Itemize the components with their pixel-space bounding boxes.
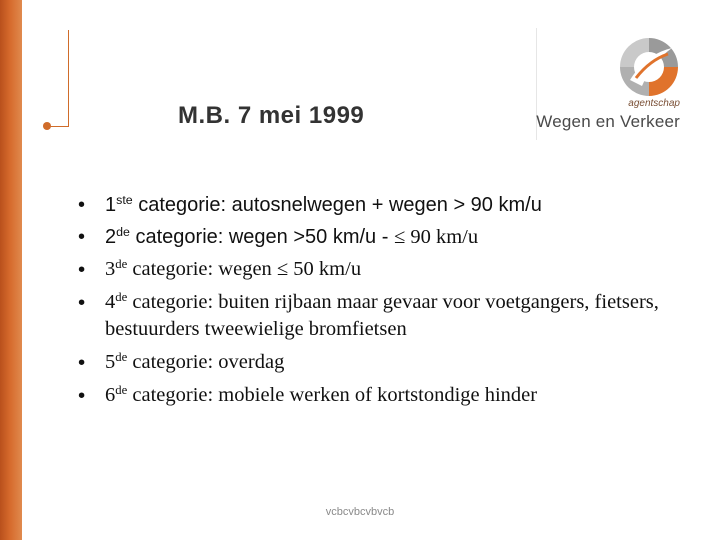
decorative-dot [43, 122, 51, 130]
item-text: categorie: mobiele werken of kortstondige hinder [127, 384, 538, 406]
ordinal: 4 [105, 291, 116, 313]
ordinal: 3 [105, 258, 116, 280]
decorative-horizontal-line [50, 126, 68, 127]
list-item-cat-2 [78, 224, 698, 250]
ordinal: 2 [105, 226, 117, 248]
ordinal-suffix: de [116, 225, 130, 240]
logo-subtitle: agentschap [628, 98, 680, 109]
slide-footer: vcbcvbcvbvcb [325, 506, 395, 518]
bullet-icon: • [78, 351, 86, 374]
list-item-cat-1 [78, 192, 698, 218]
ordinal-suffix: de [115, 383, 128, 398]
ordinal-suffix: ste [116, 193, 133, 208]
agency-logo [536, 28, 684, 140]
bullet-icon: • [78, 384, 86, 407]
item-text: categorie: overdag [127, 351, 285, 373]
ordinal-suffix: de [115, 290, 128, 305]
bullet-icon: • [78, 258, 86, 281]
ordinal: 6 [105, 384, 116, 406]
list-item-cat-3 [78, 256, 698, 283]
item-text: categorie: wegen ≤ 50 km/u [127, 258, 362, 280]
list-item-cat-5 [78, 349, 698, 376]
ordinal: 1 [105, 194, 117, 216]
ordinal-suffix: de [115, 350, 128, 365]
agentschap-emblem-icon [616, 34, 682, 100]
ordinal-suffix: de [115, 257, 128, 272]
item-text-serif: ≤ 90 km/u [393, 226, 479, 248]
category-list [78, 192, 698, 415]
logo-name: Wegen en Verkeer [536, 112, 680, 131]
bullet-icon: • [78, 226, 86, 248]
item-text: categorie: buiten rijbaan maar gevaar voor voetgangers, fietsers, bestuurders tweewielige bromfietsen [105, 291, 659, 340]
left-accent-bar [0, 0, 22, 540]
list-item-cat-4 [78, 289, 698, 343]
decorative-vertical-line [68, 30, 69, 127]
slide-title: M.B. 7 mei 1999 [178, 102, 365, 129]
bullet-icon: • [78, 194, 86, 216]
item-text: categorie: wegen >50 km/u - [129, 226, 394, 248]
ordinal: 5 [105, 351, 116, 373]
list-item-cat-6 [78, 382, 698, 409]
bullet-icon: • [78, 291, 86, 314]
item-text: categorie: autosnelwegen + wegen > 90 km/u [132, 194, 542, 216]
